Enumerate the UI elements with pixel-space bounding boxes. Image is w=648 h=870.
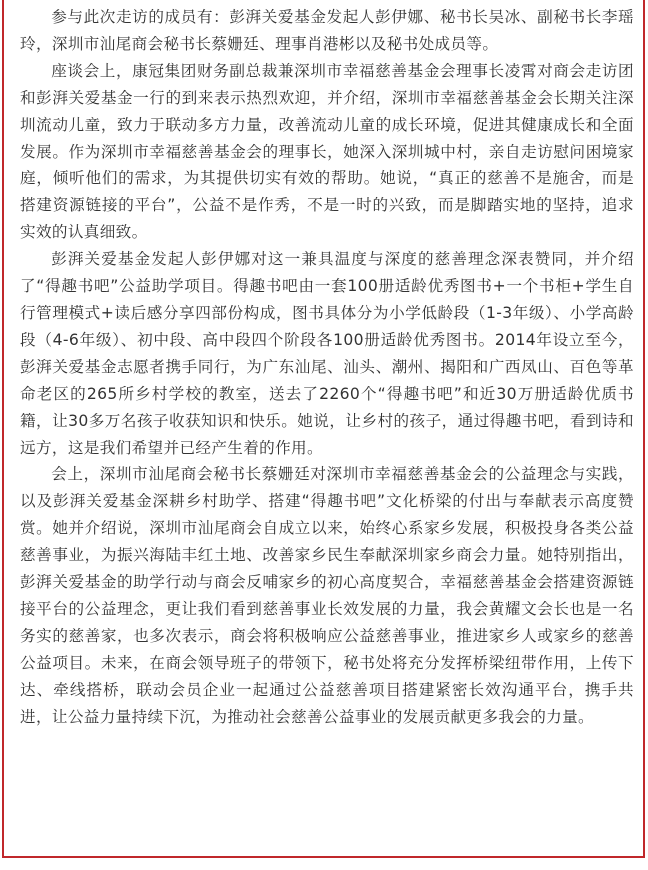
right-border-line (643, 0, 645, 858)
article-body (20, 4, 634, 730)
bottom-border-line (2, 856, 645, 858)
paragraph-chamber-remarks: 会上，深圳市汕尾商会秘书长蔡姗廷对深圳市幸福慈善基金会的公益理念与实践，以及彭湃关爱基金深耕乡村助学、搭建“得趣书吧”文化桥梁的付出与奉献表示高度赞赏。她并介绍说，深圳市汕尾商会自成立以来，始终心系家乡发展，积极投身各类公益慈善事业，为振兴海陆丰红土地、改善家乡民生奉献深圳家乡商会力量。她特别指出，彭湃关爱基金的助学行动与商会反哺家乡的初心高度契合，幸福慈善基金会搭建资源链接平台的公益理念，更让我们看到慈善事业长效发展的力量，我会黄耀文会长也是一名务实的慈善家，也多次表示，商会将积极响应公益慈善事业，推进家乡人或家乡的慈善公益项目。未来，在商会领导班子的带领下，秘书处将充分发挥桥梁纽带作用，上传下达、牵线搭桥，联动会员企业一起通过公益慈善项目搭建紧密长效沟通平台，携手共进，让公益力量持续下沉，为推动社会慈善公益事业的发展贡献更多我会的力量。 (20, 465, 634, 726)
left-border-line (2, 0, 4, 858)
paragraph-visitors: 参与此次走访的成员有：彭湃关爱基金发起人彭伊娜、秘书长吴冰、副秘书长李瑶玲，深圳市汕尾商会秘书长蔡姗廷、理事肖港彬以及秘书处成员等。 (20, 8, 634, 53)
paragraph-symposium: 座谈会上，康冠集团财务副总裁兼深圳市幸福慈善基金会理事长凌霄对商会走访团和彭湃关爱基金一行的到来表示热烈欢迎，并介绍，深圳市幸福慈善基金会长期关注深圳流动儿童，致力于联动多方力量，改善流动儿童的成长环境，促进其健康成长和全面发展。作为深圳市幸福慈善基金会的理事长，她深入深圳城中村，亲自走访慰问困境家庭，倾听他们的需求，为其提供切实有效的帮助。她说，“真正的慈善不是施舍，而是搭建资源链接的平台”，公益不是作秀，不是一时的兴致，而是脚踏实地的坚持，追求实效的认真细致。 (20, 61, 634, 242)
paragraph-dequ-shuba: 彭湃关爱基金发起人彭伊娜对这一兼具温度与深度的慈善理念深表赞同，并介绍了“得趣书吧”公益助学项目。得趣书吧由一套100册适龄优秀图书+一个书柜+学生自行管理模式+读后感分享四部份构成，图书具体分为小学低龄段（1-3年级）、小学高龄段（4-6年级）、初中段、高中段四个阶段各100册适龄优秀图书。2014年设立至今，彭湃关爱基金志愿者携手同行，为广东汕尾、汕头、潮州、揭阳和广西凤山、百色等革命老区的265所乡村学校的教室，送去了2260个“得趣书吧”和近30万册适龄优质书籍，让30多万名孩子收获知识和快乐。她说，让乡村的孩子，通过得趣书吧，看到诗和远方，这是我们希望并已经产生着的作用。 (20, 250, 634, 457)
